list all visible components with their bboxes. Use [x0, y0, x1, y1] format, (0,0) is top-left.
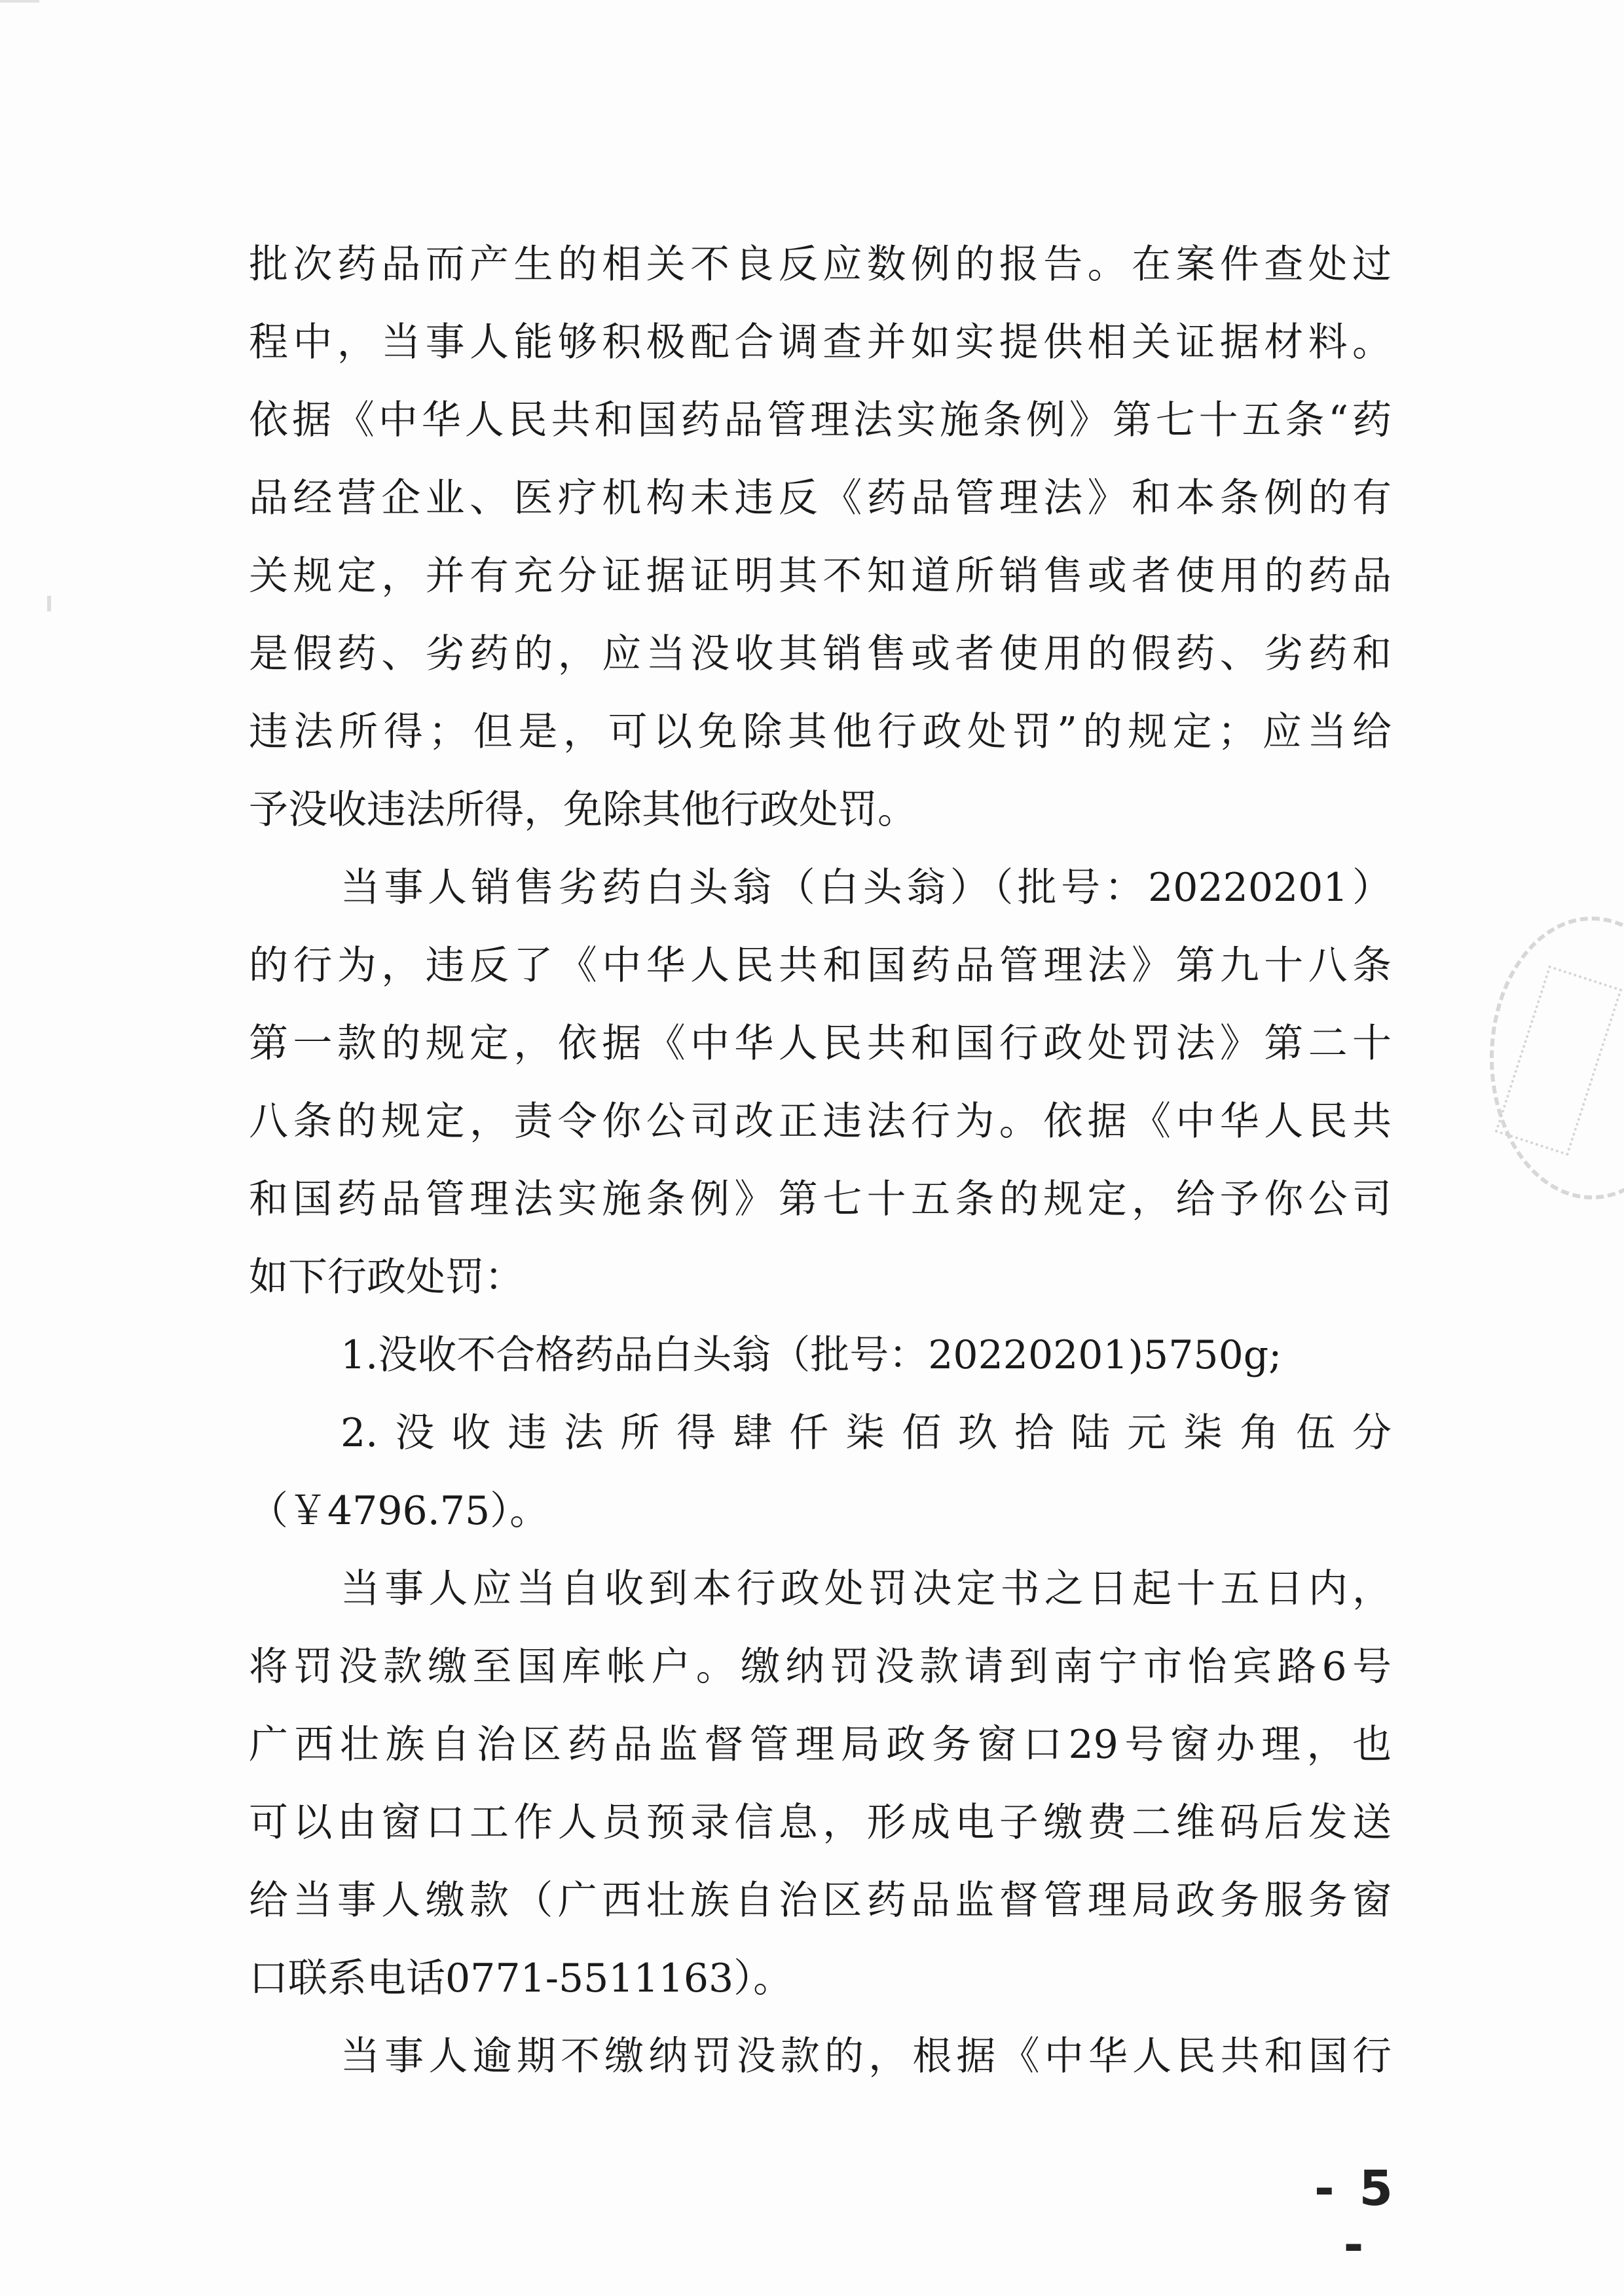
text-line: 当事人销售劣药白头翁（白头翁）（批号：20220201）: [341, 865, 1392, 911]
text-line: 关规定，并有充分证据证明其不知道所销售或者使用的药品: [249, 553, 1392, 599]
text-line: 和国药品管理法实施条例》第七十五条的规定，给予你公司: [249, 1176, 1392, 1222]
text-line: 口联系电话0771-5511163）。: [249, 1956, 793, 2001]
text-line: 予没收违法所得，免除其他行政处罚。: [249, 787, 917, 833]
text-line: 依据《中华人民共和国药品管理法实施条例》第七十五条“药: [249, 397, 1392, 443]
text-line: 如下行政处罚：: [249, 1254, 524, 1300]
text-line: 批次药品而产生的相关不良反应数例的报告。在案件查处过: [249, 242, 1392, 287]
text-line: 广西壮族自治区药品监督管理局政务窗口29号窗办理，也: [249, 1722, 1392, 1768]
penalty-item-1: 1.没收不合格药品白头翁（批号：20220201)5750g;: [341, 1332, 1282, 1378]
text-line: 可以由窗口工作人员预录信息，形成电子缴费二维码后发送: [249, 1800, 1392, 1846]
text-line: 的行为，违反了《中华人民共和国药品管理法》第九十八条: [249, 943, 1392, 989]
text-line: 品经营企业、医疗机构未违反《药品管理法》和本条例的有: [249, 475, 1392, 521]
text-line: 是假药、劣药的，应当没收其销售或者使用的假药、劣药和: [249, 631, 1392, 677]
text-line: 八条的规定，责令你公司改正违法行为。依据《中华人民共: [249, 1099, 1392, 1144]
seal-inner-mark: [1494, 965, 1622, 1156]
penalty-amount: （￥4796.75）。: [249, 1488, 549, 1534]
official-seal-stamp: [1490, 917, 1624, 1199]
penalty-item-2: 2.没收违法所得肆仟柒佰玖拾陆元柒角伍分: [341, 1410, 1392, 1456]
document-body: [249, 226, 1392, 2096]
text-line: 程中，当事人能够积极配合调查并如实提供相关证据材料。: [249, 319, 1392, 365]
scan-margin-mark: [47, 596, 51, 611]
text-line: 违法所得；但是，可以免除其他行政处罚”的规定；应当给: [249, 709, 1392, 755]
scan-edge-mark: [0, 0, 39, 3]
page-number: - 5 -: [1314, 2160, 1397, 2273]
text-line: 当事人逾期不缴纳罚没款的，根据《中华人民共和国行: [341, 2033, 1392, 2079]
text-line: 给当事人缴款（广西壮族自治区药品监督管理局政务服务窗: [249, 1878, 1392, 1923]
text-line: 将罚没款缴至国库帐户。缴纳罚没款请到南宁市怡宾路6号: [249, 1644, 1392, 1690]
text-line: 当事人应当自收到本行政处罚决定书之日起十五日内，: [341, 1566, 1392, 1612]
text-line: 第一款的规定，依据《中华人民共和国行政处罚法》第二十: [249, 1021, 1392, 1066]
